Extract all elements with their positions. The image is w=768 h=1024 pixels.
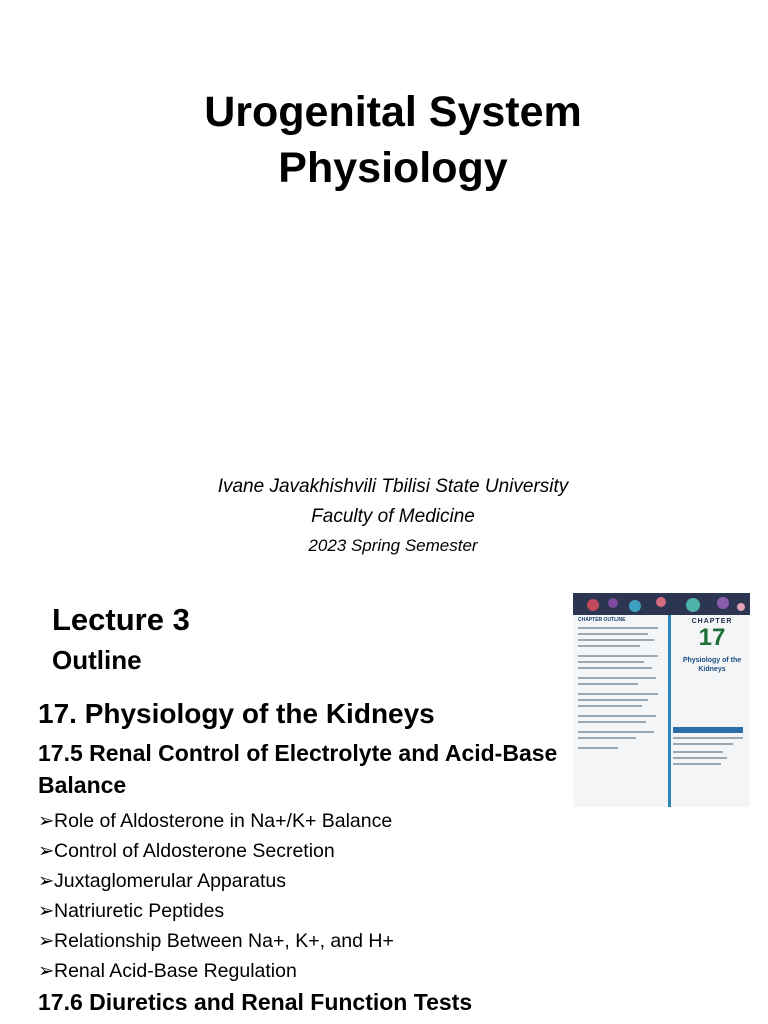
cover-text-line <box>673 763 721 765</box>
cover-chapter-number: 17 <box>698 624 726 651</box>
cover-text-line <box>578 633 648 635</box>
cover-text-line <box>578 639 654 641</box>
bullet-list <box>38 806 394 986</box>
list-item <box>38 926 394 956</box>
semester-label: 2023 Spring Semester <box>308 536 478 555</box>
section-heading-17-5: 17.5 Renal Control of Electrolyte and Acid-Base Balance <box>38 740 558 798</box>
lecture-label: Lecture 3 <box>52 602 190 637</box>
cover-outline-header: CHAPTER OUTLINE <box>578 617 626 623</box>
cover-divider <box>668 615 671 807</box>
bullet-text: Natriuretic Peptides <box>54 900 225 922</box>
bullet-text: Role of Aldosterone in Na+/K+ Balance <box>54 810 393 832</box>
bullet-text: Relationship Between Na+, K+, and H+ <box>54 930 394 952</box>
cover-text-line <box>673 757 727 759</box>
list-item <box>38 896 394 926</box>
cover-text-line <box>578 627 658 629</box>
cover-text-line <box>578 715 656 717</box>
list-item <box>38 806 394 836</box>
outline-label: Outline <box>52 645 142 675</box>
arrow-bullet-icon: ➢ <box>38 840 55 862</box>
arrow-bullet-icon: ➢ <box>38 900 55 922</box>
cover-chapter-title: Physiology of the Kidneys <box>682 657 742 673</box>
university-name: Ivane Javakhishvili Tbilisi State University <box>217 476 569 497</box>
list-item <box>38 836 394 866</box>
cover-text-line <box>578 705 642 707</box>
arrow-bullet-icon: ➢ <box>38 960 55 982</box>
cover-text-line <box>578 683 638 685</box>
cover-text-line <box>578 699 648 701</box>
bullet-text: Control of Aldosterone Secretion <box>54 840 335 862</box>
bullet-text: Juxtaglomerular Apparatus <box>54 870 286 892</box>
cover-text-line <box>673 737 743 739</box>
arrow-bullet-icon: ➢ <box>38 870 55 892</box>
slide-title <box>0 84 768 196</box>
title-line-1: Urogenital System <box>204 88 582 136</box>
cover-text-line <box>578 693 658 695</box>
cover-text-line <box>578 737 636 739</box>
cover-text-line <box>578 661 644 663</box>
cover-text-line <box>578 645 640 647</box>
list-item <box>38 866 394 896</box>
cover-text-line <box>578 731 654 733</box>
cover-text-line <box>578 747 618 749</box>
title-line-2: Physiology <box>278 144 508 192</box>
cover-text-line <box>673 743 733 745</box>
faculty-name: Faculty of Medicine <box>311 506 475 527</box>
cover-text-line <box>578 721 646 723</box>
cover-text-line <box>578 667 652 669</box>
list-item <box>38 956 394 986</box>
cover-blue-bar <box>673 727 743 733</box>
section-heading-17-6: 17.6 Diuretics and Renal Function Tests <box>38 989 473 1015</box>
bullet-text: Renal Acid-Base Regulation <box>54 960 297 982</box>
book-chapter-cover-image <box>573 593 750 807</box>
arrow-bullet-icon: ➢ <box>38 930 55 952</box>
cover-text-line <box>578 655 658 657</box>
chapter-heading: 17. Physiology of the Kidneys <box>38 698 435 729</box>
cover-decorative-banner <box>573 593 750 615</box>
cover-chapter-label: CHAPTER <box>691 618 733 625</box>
arrow-bullet-icon: ➢ <box>38 810 55 832</box>
cover-text-line <box>578 677 656 679</box>
cover-text-line <box>673 751 723 753</box>
